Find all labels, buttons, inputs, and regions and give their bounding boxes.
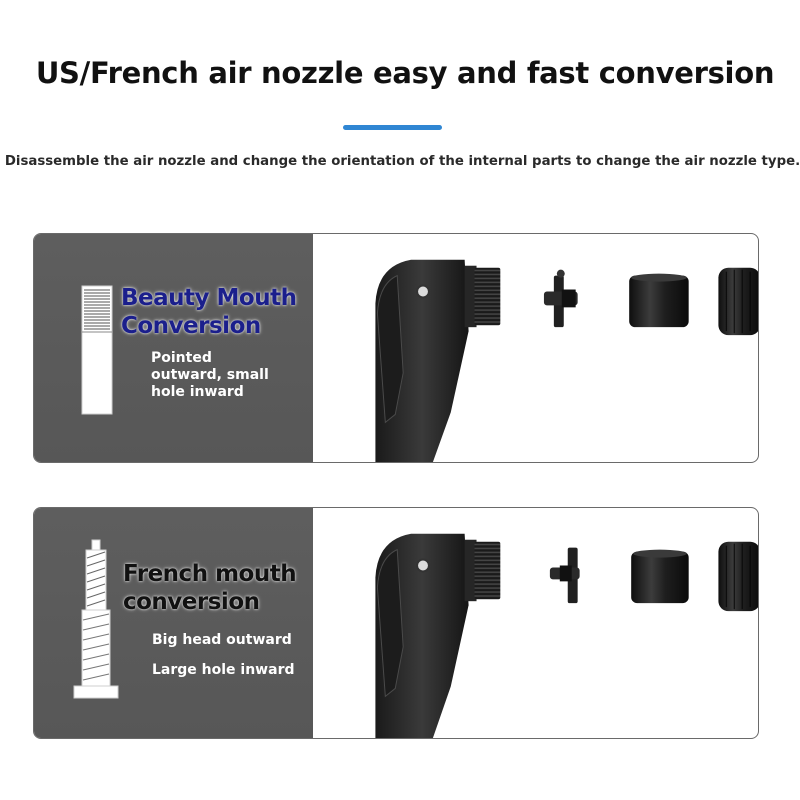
conversion-title: Beauty Mouth Conversion <box>121 285 297 339</box>
page-subtitle: Disassemble the air nozzle and change the orientation of the internal parts to change the air nozzle type. <box>4 154 800 169</box>
rubber-seal-icon <box>631 550 689 604</box>
rubber-seal-icon <box>629 274 688 328</box>
pump-head-icon <box>375 260 500 462</box>
conversion-description: Pointed outward, small hole inward <box>151 350 269 400</box>
nozzle-parts-illustration <box>314 508 759 738</box>
page-title: US/French air nozzle easy and fast conversion <box>35 56 775 90</box>
presta-valve-icon <box>72 538 120 702</box>
nozzle-parts-illustration <box>314 234 759 462</box>
schrader-valve-icon <box>81 285 113 415</box>
card-label-panel <box>34 234 313 462</box>
valve-core-icon <box>544 270 578 327</box>
french-mouth-card <box>33 507 759 739</box>
pump-head-icon <box>375 534 500 738</box>
conversion-description: Big head outward Large hole inward <box>152 632 295 678</box>
valve-core-icon <box>550 548 580 604</box>
title-accent-bar <box>343 125 442 130</box>
conversion-title: French mouth conversion <box>123 561 297 615</box>
cap-nut-icon <box>718 542 759 611</box>
cap-nut-icon <box>718 268 759 335</box>
card-label-panel <box>34 508 313 738</box>
beauty-mouth-card <box>33 233 759 463</box>
